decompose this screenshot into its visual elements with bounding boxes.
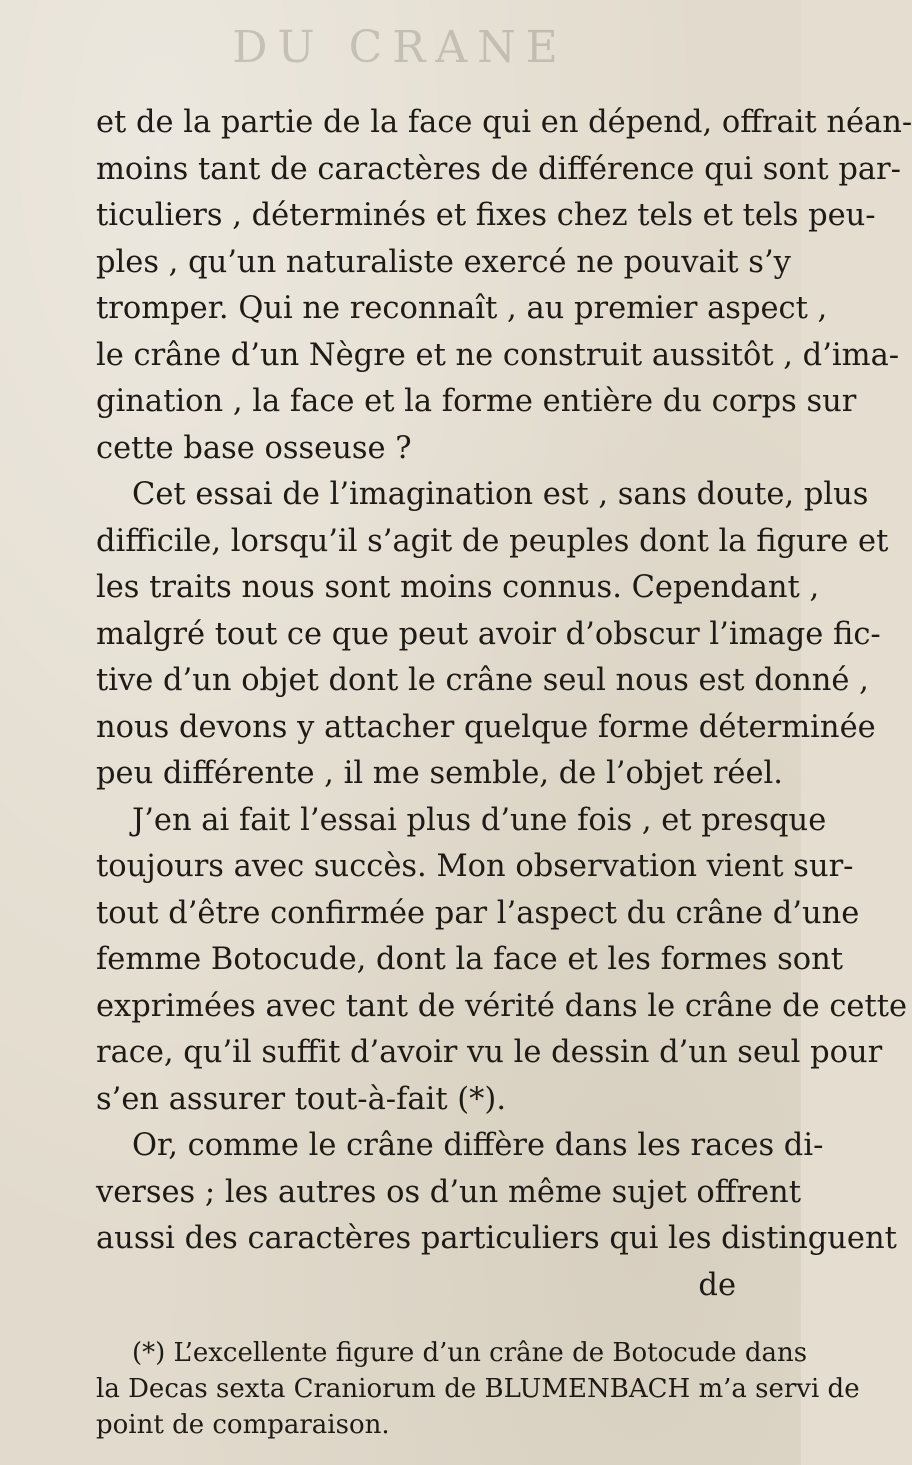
footnote — [96, 1335, 860, 1443]
text-line: gination , la face et la forme entière du corps sur — [96, 384, 857, 419]
text-line: verses ; les autres os d’un même sujet offrent — [96, 1174, 801, 1210]
text-line: ples , qu’un naturaliste exercé ne pouvait s’y — [96, 244, 791, 280]
text-line: tive d’un objet dont le crâne seul nous est donné , — [96, 663, 869, 698]
text-line: s’en assurer tout-à-fait (*). — [96, 1081, 507, 1117]
text-line: cette base osseuse ? — [96, 430, 412, 466]
paragraph-start: J’en ai fait l’essai plus d’une fois , et presque — [132, 802, 827, 838]
text-line: ticuliers , déterminés et fixes chez tels et tels peu- — [96, 198, 876, 233]
text-line: nous devons y attacher quelque forme déterminée — [96, 709, 876, 745]
text-line: tout d’être confirmée par l’aspect du crâne d’une — [96, 895, 860, 931]
catchword: de — [698, 1267, 736, 1303]
text-line: femme Botocude, dont la face et les formes sont — [96, 942, 844, 977]
text-line: aussi des caractères particuliers qui les distinguent — [96, 1221, 897, 1256]
text-line: difficile, lorsqu’il s’agit de peuples dont la figure et — [96, 523, 889, 559]
text-line: et de la partie de la face qui en dépend, offrait néan- — [96, 105, 912, 140]
text-line: race, qu’il suffit d’avoir vu le dessin d’un seul pour — [96, 1035, 883, 1070]
text-line: tromper. Qui ne reconnaît , au premier aspect , — [96, 291, 828, 326]
text-line: toujours avec succès. Mon observation vient sur- — [96, 849, 854, 884]
text-line: le crâne d’un Nègre et ne construit aussitôt , d’ima- — [96, 337, 900, 373]
paragraph-start: Cet essai de l’imagination est , sans doute, plus — [132, 477, 869, 512]
text-line: les traits nous sont moins connus. Cependant , — [96, 570, 820, 605]
text-line: exprimées avec tant de vérité dans le crâne de cette — [96, 988, 908, 1024]
footnote-line: point de comparaison. — [96, 1410, 390, 1440]
paragraph-start: Or, comme le crâne diffère dans les races di- — [132, 1128, 824, 1163]
footnote-line: (*) L’excellente figure d’un crâne de Botocude dans — [132, 1338, 808, 1368]
text-line: malgré tout ce que peut avoir d’obscur l’image fic- — [96, 616, 881, 652]
text-line: peu différente , il me semble, de l’objet réel. — [96, 756, 783, 791]
body-text — [96, 100, 912, 1309]
running-head: DU CRANE — [232, 22, 568, 73]
text-line: moins tant de caractères de différence qui sont par- — [96, 151, 901, 187]
footnote-line: la Decas sexta Craniorum de BLUMENBACH m’a servi de — [96, 1374, 860, 1404]
